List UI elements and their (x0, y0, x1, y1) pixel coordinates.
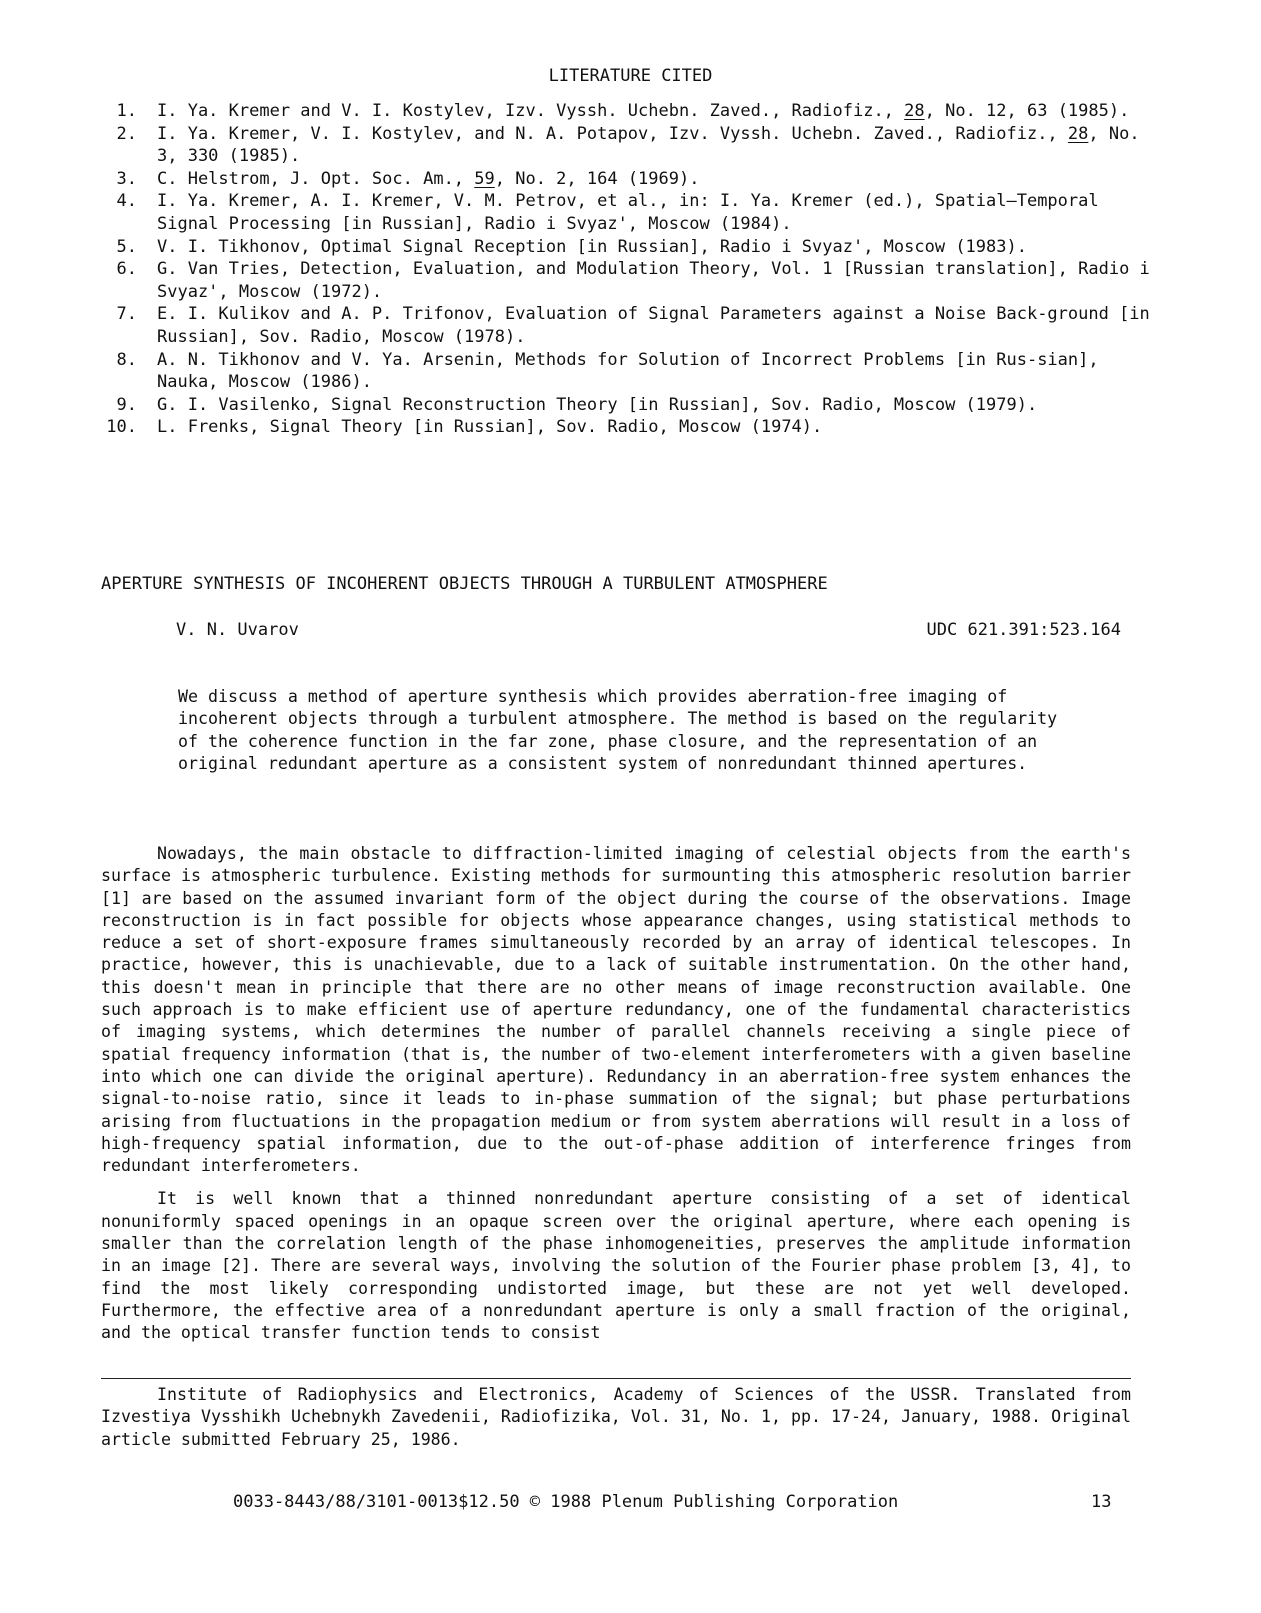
reference-number: 5 . (100, 236, 137, 259)
reference-item: 10 . L. Frenks, Signal Theory [in Russian], Sov. Radio, Moscow (1974). (100, 416, 1160, 439)
udc-code: UDC 621.391:523.164 (926, 620, 1121, 640)
reference-number: 2 . (100, 123, 137, 146)
reference-item: 5 . V. I. Tikhonov, Optimal Signal Reception [in Russian], Radio i Svyaz', Moscow (1983). (100, 236, 1160, 259)
article-body (101, 843, 1131, 1356)
reference-item: 9 . G. I. Vasilenko, Signal Reconstruction Theory [in Russian], Sov. Radio, Moscow (1979). (100, 394, 1160, 417)
literature-cited-heading: LITERATURE CITED (548, 66, 713, 86)
reference-item: 1 . I. Ya. Kremer and V. I. Kostylev, Izv. Vyssh. Uchebn. Zaved., Radiofiz., 28, No. 12, 63 (1985). (100, 100, 1160, 123)
reference-volume: 28 (904, 101, 925, 121)
article-author: V. N. Uvarov (176, 620, 299, 640)
reference-number: 9 . (100, 394, 137, 417)
page-number: 13 (1091, 1492, 1112, 1512)
reference-volume: 28 (1067, 123, 1089, 144)
reference-item: 3 . C. Helstrom, J. Opt. Soc. Am., 59, No. 2, 164 (1969). (100, 168, 1160, 191)
reference-item: 8 . A. N. Tikhonov and V. Ya. Arsenin, Methods for Solution of Incorrect Problems [in Rus-sian], Nauka, Moscow (1986). (100, 349, 1160, 394)
copyright-line: 0033-8443/88/3101-0013$12.50 © 1988 Plenum Publishing Corporation (233, 1492, 899, 1512)
reference-number: 4 . (100, 190, 137, 213)
body-paragraph: Nowadays, the main obstacle to diffraction-limited imaging of celestial objects from the earth's surface is atmospheric turbulence. Existing methods for surmounting this atmospheric resolution barrier [1] are based on the assumed invariant form of the object during the course of the observations. Image reconstruction is in fact possible for objects whose appearance changes, using statistical methods to reduce a set of short-exposure frames simultaneously recorded by an array of identical telescopes. In practice, however, this is unachievable, due to a lack of suitable instrumentation. On the other hand, this doesn't mean in principle that there are no other means of image reconstruction available. One such approach is to make efficient use of aperture redundancy, one of the fundamental characteristics of imaging systems, which determines the number of parallel channels receiving a single piece of spatial frequency information (that is, the number of two-element interferometers with a given baseline into which one can divide the original aperture). Redundancy in an aberration-free system enhances the signal-to-noise ratio, since it leads to in-phase summation of the signal; but phase perturbations arising from fluctuations in the propagation medium or from system aberrations will result in a loss of high-frequency spatial information, due to the out-of-phase addition of interference fringes from redundant interferometers. (101, 844, 1131, 1176)
reference-item: 6 . G. Van Tries, Detection, Evaluation, and Modulation Theory, Vol. 1 [Russian translation], Radio i Svyaz', Moscow (1972). (100, 258, 1160, 303)
reference-number: 10 . (100, 416, 137, 439)
footnote-divider (101, 1378, 1131, 1379)
reference-item: 2 . I. Ya. Kremer, V. I. Kostylev, and N. A. Potapov, Izv. Vyssh. Uchebn. Zaved., Radiofiz., 28, No. 3, 330 (1985). (100, 123, 1160, 168)
reference-number: 3 . (100, 168, 137, 191)
reference-number: 1 . (100, 100, 137, 123)
affiliation-footnote: Institute of Radiophysics and Electronics, Academy of Sciences of the USSR. Translated from Izvestiya Vysshikh Uchebnykh Zavedenii, Radiofizika, Vol. 31, No. 1, pp. 17-24, January, 1988. Original article submitted February 25, 1986. (101, 1385, 1131, 1449)
reference-item: 7 . E. I. Kulikov and A. P. Trifonov, Evaluation of Signal Parameters against a Noise Back-ground [in Russian], Sov. Radio, Moscow (1978). (100, 303, 1160, 348)
reference-number: 7 . (100, 303, 137, 326)
reference-number: 8 . (100, 349, 137, 372)
body-paragraph: It is well known that a thinned nonredundant aperture consisting of a set of identical nonuniformly spaced openings in an opaque screen over the original aperture, where each opening is smaller than the correlation length of the phase inhomogeneities, preserves the amplitude information in an image [2]. There are several ways, involving the solution of the Fourier phase problem [3, 4], to find the most likely corresponding undistorted image, but these are not yet well developed. Furthermore, the effective area of a nonredundant aperture is only a small fraction of the original, and the optical transfer function tends to consist (101, 1189, 1131, 1343)
reference-number: 6 . (100, 258, 137, 281)
article-title: APERTURE SYNTHESIS OF INCOHERENT OBJECTS THROUGH A TURBULENT ATMOSPHERE (101, 574, 828, 594)
reference-item: 4 . I. Ya. Kremer, A. I. Kremer, V. M. Petrov, et al., in: I. Ya. Kremer (ed.), Spatial—Temporal Signal Processing [in Russian], Radio i Svyaz', Moscow (1984). (100, 190, 1160, 235)
reference-volume: 59 (474, 168, 495, 189)
reference-list (100, 100, 1160, 439)
article-abstract: We discuss a method of aperture synthesis which provides aberration-free imaging of incoherent objects through a turbulent atmosphere. The method is based on the regularity of the coherence function in the far zone, phase closure, and the representation of an original redundant aperture as a consistent system of nonredundant thinned apertures. (178, 687, 1058, 773)
